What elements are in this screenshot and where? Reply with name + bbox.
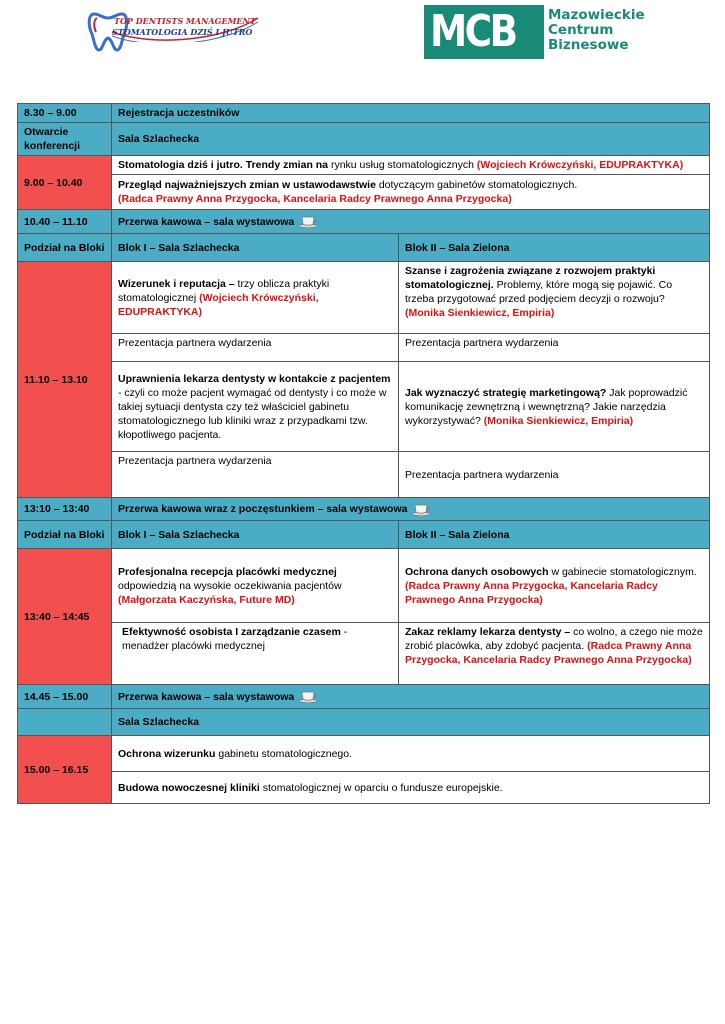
session-title: Przerwa kawowa – sala wystawowa [118, 215, 295, 228]
schedule-row [18, 736, 710, 772]
session-cell [112, 623, 399, 685]
time-cell: Podział na Bloki [18, 521, 112, 549]
session-cell [399, 549, 710, 623]
session-title: Stomatologia dziś i jutro. Trendy zmian na [118, 159, 329, 171]
time-cell: 9.00 – 10.40 [18, 156, 112, 210]
time-cell: 14.45 – 15.00 [18, 685, 112, 709]
session-title: Efektywność osobista I zarządzanie czasem [122, 626, 341, 638]
schedule-row [18, 521, 710, 549]
session-title: Szanse i zagrożenia związane z rozwojem praktyki stomatologicznej. [405, 265, 656, 291]
session-desc: dotyczącym gabinetów stomatologicznych. [375, 179, 578, 191]
coffee-cup-icon [298, 690, 318, 703]
schedule-row [18, 498, 710, 521]
schedule-row [18, 175, 710, 210]
session-desc: stomatologicznej w oparciu o fundusze europejskie. [259, 781, 503, 794]
session-desc: - menadżer placówki medycznej [122, 626, 348, 652]
session-title: Ochrona danych osobowych [405, 565, 549, 578]
time-cell: 15.00 – 16.15 [18, 736, 112, 804]
session-desc: odpowiedzią na wysokie oczekiwania pacjentów [118, 579, 342, 592]
session-title: Sala Szlachecka [112, 709, 710, 736]
block-header: Blok I – Sala Szlachecka [112, 521, 399, 549]
partner-cell: Prezentacja partnera wydarzenia [112, 334, 399, 362]
partner-cell: Prezentacja partnera wydarzenia [112, 452, 399, 498]
time-cell: 10.40 – 11.10 [18, 210, 112, 234]
session-cell [399, 623, 710, 685]
top-dentists-logo [84, 6, 264, 54]
break-cell [112, 685, 710, 709]
session-title: Przegląd najważniejszych zmian w ustawodawstwie [118, 179, 376, 191]
session-desc: - czyli co może pacjent wymagać od dentysty i co może w takiej sytuacji dentysta czy też właściciel gabinetu stomatologicznego lub kliniki wraz z przypadkami tzw. kłopotliwego pacjenta. [118, 386, 387, 441]
session-desc: rynku usług stomatologicznych [328, 159, 477, 171]
schedule-row [18, 334, 710, 362]
speaker: (Radca Prawny Anna Przygocka, Kancelaria Radcy Prawnego Anna Przygocka) [405, 579, 658, 606]
mcb-name-2: Centrum [548, 22, 614, 38]
session-desc: w gabinecie stomatologicznym. [548, 565, 697, 578]
session-title: Uprawnienia lekarza dentysty w kontakcie z pacjentem [118, 372, 391, 385]
logo-line-1: TOP DENTISTS MANAGEMENT [114, 16, 256, 26]
schedule-row [18, 262, 710, 334]
time-cell: Otwarcie konferencji [18, 123, 112, 156]
session-title: Zakaz reklamy lekarza dentysty – [405, 626, 571, 638]
mcb-full-name [548, 8, 645, 53]
block-header: Blok II – Sala Zielona [399, 521, 710, 549]
session-title: Przerwa kawowa wraz z poczęstunkiem – sala wystawowa [118, 503, 408, 515]
schedule-row [18, 709, 710, 736]
session-desc: gabinetu stomatologicznego. [215, 747, 353, 760]
schedule-row [18, 210, 710, 234]
speaker: (Wojciech Krówczyński, EDUPRAKTYKA) [476, 159, 684, 171]
session-desc: Problemy, które mogą się pojawić. Co trzeba przygotować przed podjęciem decyzji o rozwoju? [405, 279, 673, 305]
mcb-logo [424, 5, 654, 63]
session-title: Ochrona wizerunku [118, 747, 216, 760]
schedule-row [18, 123, 710, 156]
page-header [0, 0, 725, 70]
speaker: (Radca Prawny Anna Przygocka, Kancelaria Radcy Prawnego Anna Przygocka) [405, 640, 692, 666]
logo-line-2: STOMATOLOGIA DZIŚ I JUTRO [112, 27, 253, 37]
time-cell: Podział na Bloki [18, 234, 112, 262]
schedule-row [18, 104, 710, 123]
session-title: Rejestracja uczestników [112, 104, 710, 123]
coffee-cup-icon [298, 215, 318, 228]
schedule-row [18, 685, 710, 709]
coffee-cup-icon [411, 503, 431, 516]
partner-cell: Prezentacja partnera wydarzenia [399, 334, 710, 362]
break-cell [112, 498, 710, 521]
session-cell [112, 736, 710, 772]
session-desc: Jak poprowadzić komunikację zewnętrzną i wewnętrzną? Jakie narzędzia wykorzystywać? [405, 386, 688, 427]
session-title: Jak wyznaczyć strategię marketingową? [405, 386, 607, 399]
session-title: Budowa nowoczesnej kliniki [118, 781, 260, 794]
break-cell [112, 210, 710, 234]
schedule-row [18, 772, 710, 804]
mcb-name-1: Mazowieckie [548, 7, 645, 23]
session-desc: co wolno, a czego nie może zrobić placówka, aby zdobyć pacjenta. [405, 626, 703, 652]
session-title: Przerwa kawowa – sala wystawowa [118, 690, 295, 703]
session-cell [399, 362, 710, 452]
mcb-name-3: Biznesowe [548, 37, 629, 53]
schedule-row [18, 452, 710, 498]
session-cell [112, 772, 710, 804]
session-title: Profesjonalna recepcja placówki medycznej [118, 565, 337, 578]
speaker: (Małgorzata Kaczyńska, Future MD) [118, 593, 295, 606]
schedule-row [18, 623, 710, 685]
partner-cell: Prezentacja partnera wydarzenia [399, 452, 710, 498]
schedule-table [17, 103, 710, 804]
time-cell-empty [18, 709, 112, 736]
speaker: (Wojciech Krówczyński, EDUPRAKTYKA) [118, 291, 319, 318]
time-cell: 13:40 – 14:45 [18, 549, 112, 685]
time-cell: 13:10 – 13:40 [18, 498, 112, 521]
session-title: Wizerunek i reputacja – [118, 277, 235, 290]
session-cell [399, 262, 710, 334]
session-cell [112, 362, 399, 452]
schedule-row [18, 156, 710, 175]
block-header: Blok I – Sala Szlachecka [112, 234, 399, 262]
time-cell: 8.30 – 9.00 [18, 104, 112, 123]
speaker: (Monika Sienkiewicz, Empiria) [405, 307, 555, 319]
session-cell [112, 175, 710, 210]
session-cell [112, 262, 399, 334]
session-cell [112, 549, 399, 623]
speaker: (Monika Sienkiewicz, Empiria) [483, 414, 634, 427]
block-header: Blok II – Sala Zielona [399, 234, 710, 262]
mcb-abbr: MCB [430, 6, 516, 57]
session-cell [112, 156, 710, 175]
schedule-row [18, 234, 710, 262]
session-desc: trzy oblicza praktyki stomatologicznej [118, 277, 330, 304]
schedule-row [18, 549, 710, 623]
speaker: (Radca Prawny Anna Przygocka, Kancelaria Radcy Prawnego Anna Przygocka) [118, 193, 512, 205]
schedule-row [18, 362, 710, 452]
time-cell: 11.10 – 13.10 [18, 262, 112, 498]
mcb-logo-box [424, 5, 544, 59]
session-title: Sala Szlachecka [112, 123, 710, 156]
